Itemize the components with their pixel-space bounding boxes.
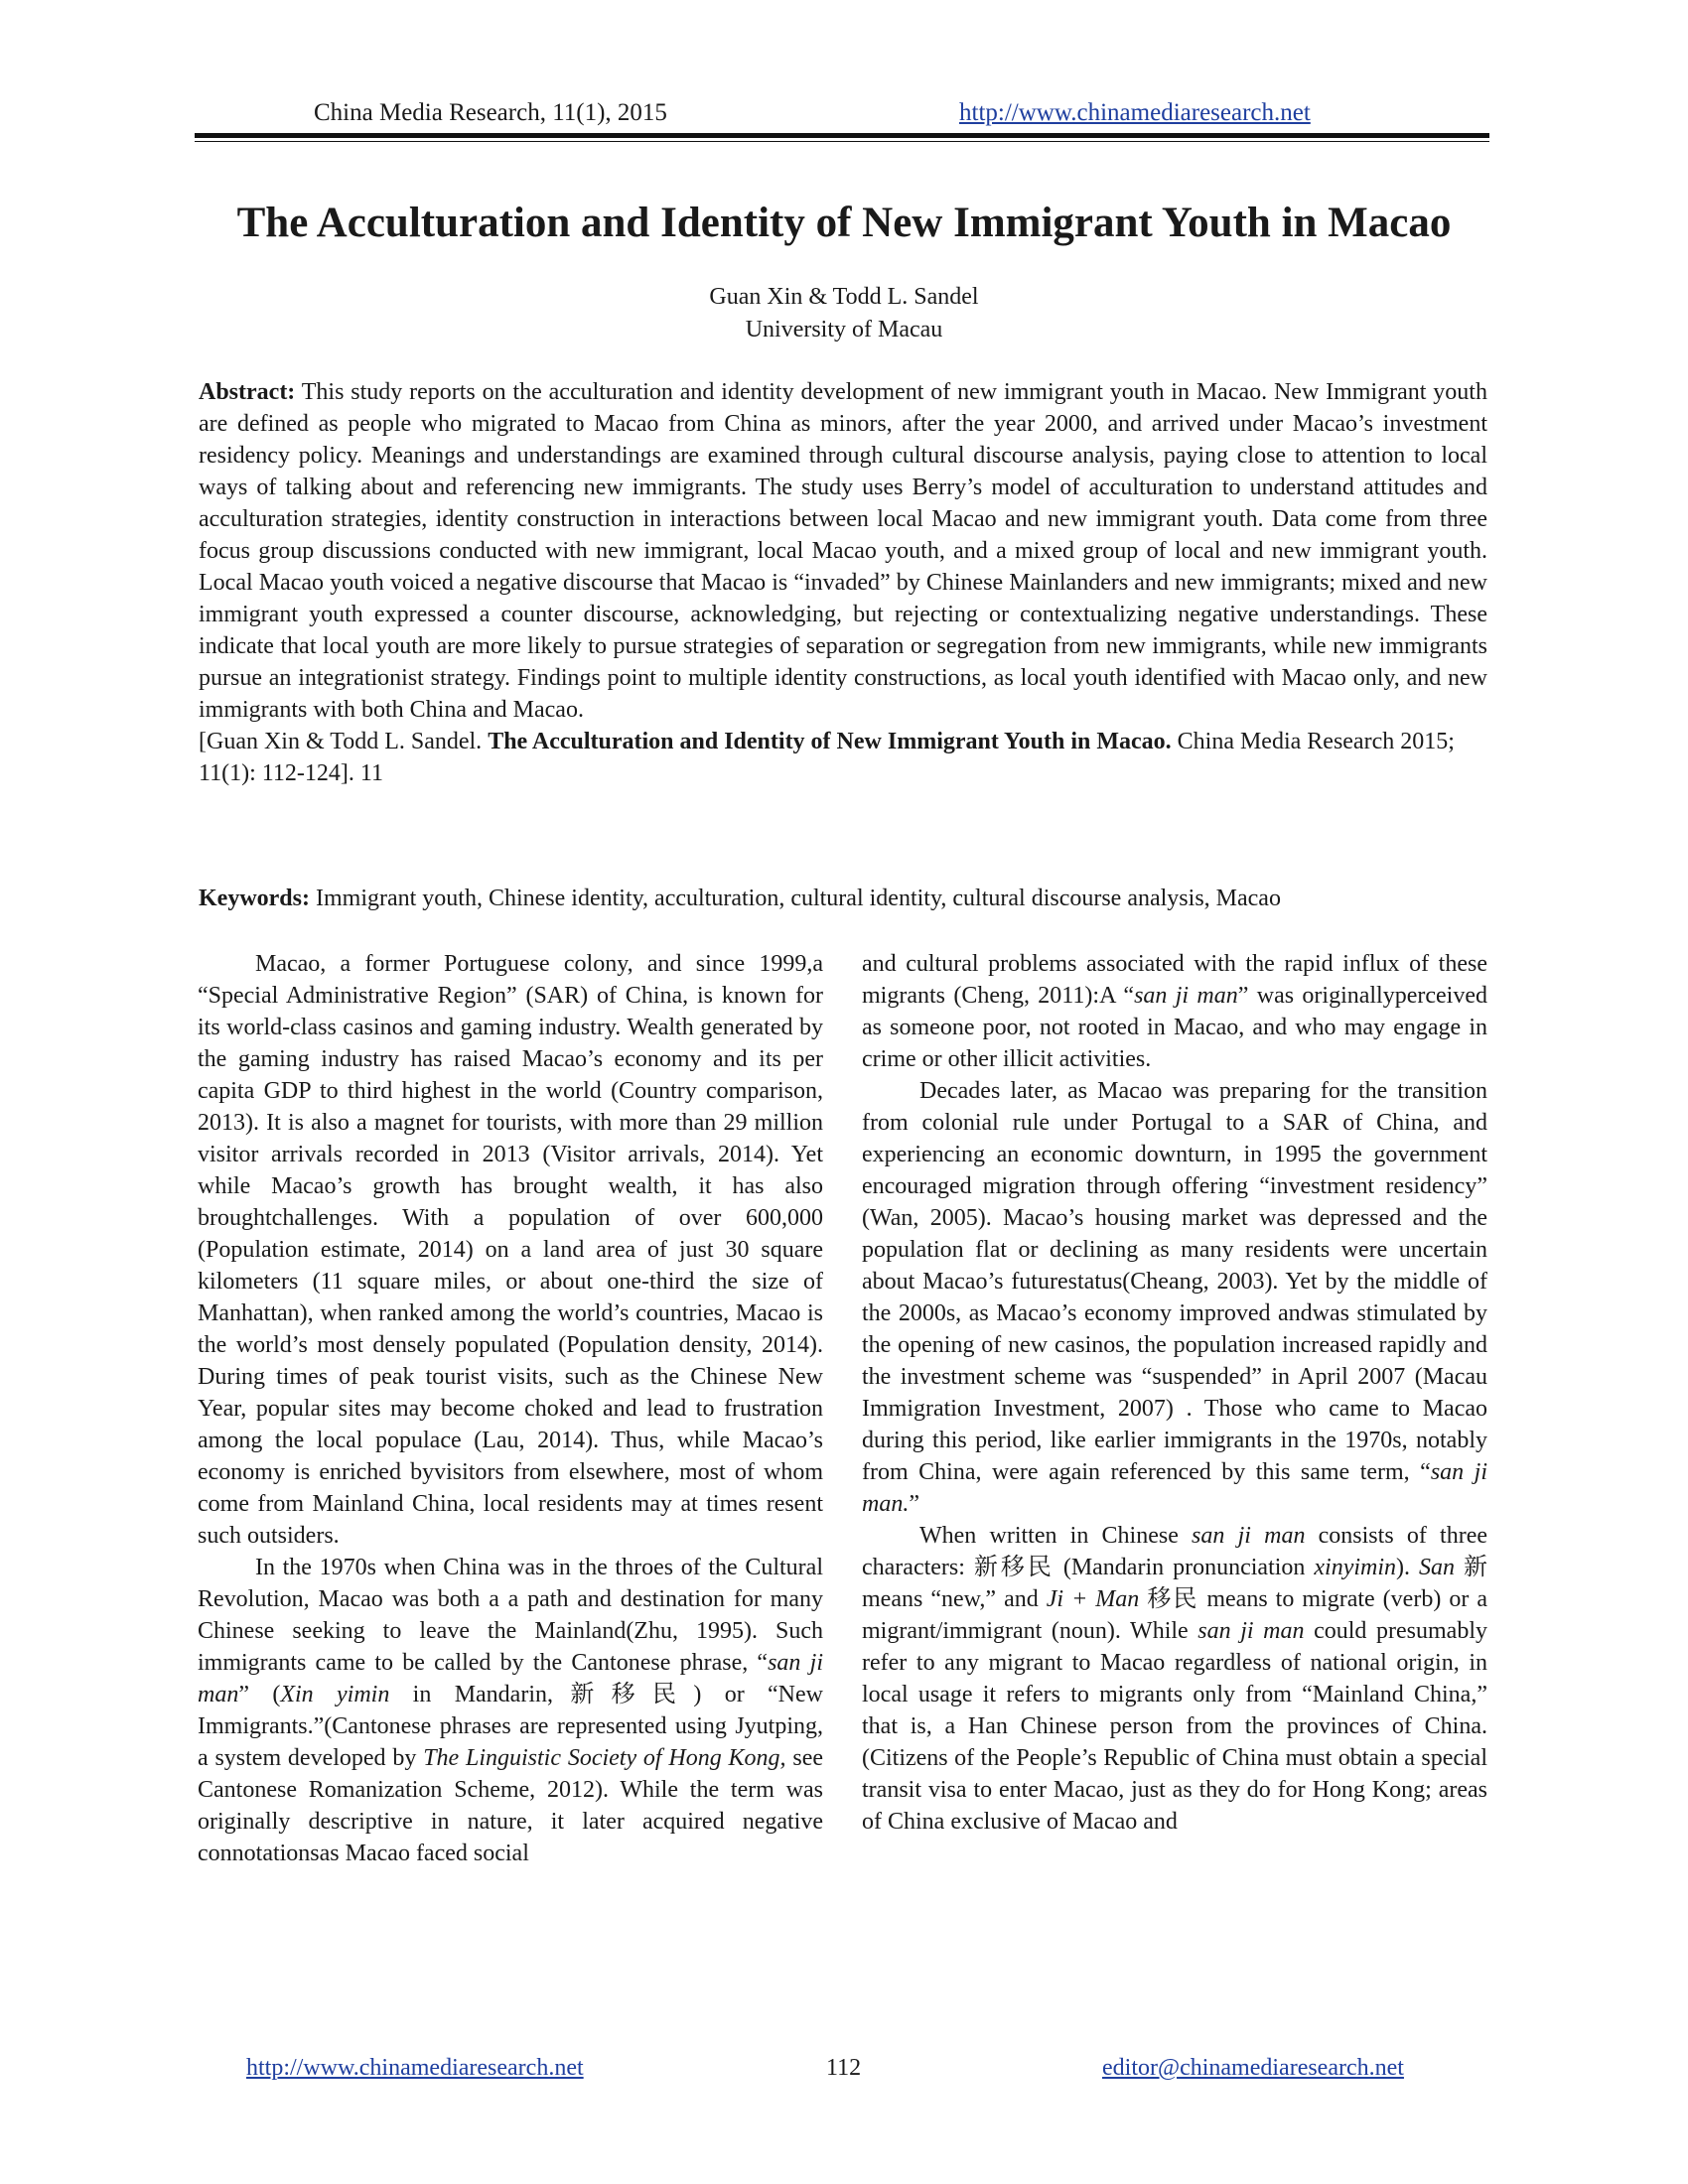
p3-term-san-ji-man: san ji man	[1134, 983, 1238, 1009]
citation-prefix: [Guan Xin & Todd L. Sandel.	[199, 729, 489, 754]
body-paragraph-3	[862, 948, 1487, 1075]
p2-text-e: in Mandarin,新移民) or “New Immigrants.”(Cantonese phrases are represented using Jyutping, a system developed by	[198, 1682, 823, 1771]
p5-text-g: 新 means “new,” and	[862, 1555, 1487, 1612]
author-affiliation: University of Macau	[745, 317, 943, 342]
p5-term-ji-man: Ji + Man	[1046, 1586, 1140, 1612]
p5-text-c: consists of three characters: 新移民 (Mandarin pronunciation	[862, 1523, 1487, 1580]
p2-text-c: ” (	[238, 1682, 281, 1707]
p5-text-e: ).	[1396, 1555, 1420, 1580]
footer-journal-link[interactable]: http://www.chinamediaresearch.net	[246, 2055, 584, 2081]
footer-email-link[interactable]: editor@chinamediaresearch.net	[1102, 2055, 1404, 2081]
p5-term-san-ji-man-2: san ji man	[1197, 1618, 1305, 1644]
journal-citation: China Media Research, 11(1), 2015	[314, 99, 667, 126]
p2-term-san-ji-man: san ji man	[198, 1650, 823, 1707]
p3-text-c: ” was originallyperceived as someone poor, not rooted in Macao, and who may engage in crime or other illicit activities.	[862, 983, 1487, 1072]
body-paragraph-4	[862, 1075, 1487, 1520]
body-paragraph-1: Macao, a former Portuguese colony, and since 1999,a “Special Administrative Region” (SAR) of China, is known for its world-class casinos and gaming industry. Wealth generated by the gaming industry has raised Macao’s economy and its per capita GDP to third highest in the world (Country comparison, 2013). It is also a magnet for tourists, with more than 29 million visitor arrivals recorded in 2013 (Visitor arrivals, 2014). Yet while Macao’s growth has brought wealth, it has also broughtchallenges. With a population of over 600,000 (Population estimate, 2014) on a land area of just 30 square kilometers (11 square miles, or about one-third the size of Manhattan), when ranked among the world’s countries, Macao is the world’s most densely populated (Population density, 2014). During times of peak tourist visits, such as the Chinese New Year, popular sites may become choked and lead to frustration among the local populace (Lau, 2014). Thus, while Macao’s economy is enriched byvisitors from elsewhere, most of whom come from Mainland China, local residents may at times resent such outsiders.	[198, 951, 823, 1549]
body-column-left	[198, 948, 823, 1869]
p4-text-c: ”	[909, 1491, 919, 1517]
author-block	[99, 281, 1589, 346]
abstract-text: This study reports on the acculturation and identity development of new immigrant youth in Macao. New Immigrant youth are defined as people who migrated to Macao from China as minors, after the year 2000, and arrived under Macao’s investment residency policy. Meanings and understandings are examined through cultural discourse analysis, paying close to attention to local ways of talking about and referencing new immigrants. The study uses Berry’s model of acculturation to understand attitudes and acculturation strategies, identity construction in interactions between local Macao and new immigrant youth. Data come from three focus group discussions conducted with new immigrant, local Macao youth, and a mixed group of local and new immigrant youth. Local Macao youth voiced a negative discourse that Macao is “invaded” by Chinese Mainlanders and new immigrants; mixed and new immigrant youth expressed a counter discourse, acknowledging, but rejecting or contextualizing negative understandings. These indicate that local youth are more likely to pursue strategies of separation or segregation from new immigrants, while new immigrants pursue an integrationist strategy. Findings point to multiple identity constructions, as local youth identified with Macao only, and new immigrants with both China and Macao.	[199, 379, 1487, 723]
keywords	[199, 883, 1487, 914]
p5-term-san-ji-man: san ji man	[1192, 1523, 1306, 1549]
p3-text-a: and cultural problems associated with the rapid influx of these migrants (Cheng, 2011):A “	[862, 951, 1487, 1009]
abstract	[199, 376, 1487, 789]
header-rule-thin	[195, 141, 1489, 142]
p2-text-a: In the 1970s when China was in the throes of the Cultural Revolution, Macao was both a a path and destination for many Chinese seeking to leave the Mainland(Zhu, 1995). Such immigrants came to be called by the Cantonese phrase, “	[198, 1555, 823, 1676]
body-column-right	[862, 948, 1487, 1838]
page-number: 112	[826, 2055, 862, 2081]
running-header	[195, 99, 1489, 133]
p5-term-san: San	[1419, 1555, 1456, 1580]
p4-text-a: Decades later, as Macao was preparing for the transition from colonial rule under Portugal to a SAR of China, and experiencing an economic downturn, in 1995 the government encouraged migration through offering “investment residency” (Wan, 2005). Macao’s housing market was depressed and the population flat or declining as many residents were uncertain about Macao’s futurestatus(Cheang, 2003). Yet by the middle of the 2000s, as Macao’s economy improved andwas stimulated by the opening of new casinos, the population increased rapidly and the investment scheme was “suspended” in April 2007 (Macau Immigration Investment, 2007) . Those who came to Macao during this period, like earlier immigrants in the 1970s, notably from China, were again referenced by this same term, “	[862, 1078, 1487, 1485]
header-rule-thick	[195, 133, 1489, 138]
p5-text-a: When written in Chinese	[919, 1523, 1193, 1549]
keywords-text: Immigrant youth, Chinese identity, acculturation, cultural identity, cultural discourse analysis, Macao	[315, 886, 1281, 911]
p2-org-name: The Linguistic Society of Hong Kong,	[423, 1745, 786, 1771]
body-paragraph-2	[198, 1552, 823, 1869]
header-journal-link[interactable]: http://www.chinamediaresearch.net	[959, 99, 1311, 126]
article-title: The Acculturation and Identity of New Immigrant Youth in Macao	[236, 200, 1452, 246]
p2-term-xin-yimin: Xin yimin	[280, 1682, 390, 1707]
abstract-body	[199, 376, 1487, 726]
keywords-label: Keywords:	[199, 886, 310, 911]
p5-text-k: could presumably refer to any migrant to Macao regardless of national origin, in local usage it refers to migrants only from “Mainland China,” that is, a Han Chinese person from the provinces of China. (Citizens of the People’s Republic of China must obtain a special transit visa to enter Macao, just as they do for Hong Kong; areas of China exclusive of Macao and	[862, 1618, 1488, 1835]
p5-term-xinyimin: xinyimin	[1314, 1555, 1397, 1580]
author-names: Guan Xin & Todd L. Sandel	[709, 284, 979, 310]
p2-text-g: see Cantonese Romanization Scheme, 2012). While the term was originally descriptive in nature, it later acquired negative connotationsas Macao faced social	[198, 1745, 823, 1866]
body-paragraph-5	[862, 1520, 1487, 1838]
citation-title: The Acculturation and Identity of New Immigrant Youth in Macao.	[488, 729, 1172, 754]
p5-text-i: 移民 means to migrate (verb) or a migrant/immigrant (noun). While	[862, 1586, 1487, 1644]
abstract-label: Abstract:	[199, 379, 296, 405]
p4-term-san-ji-man: san ji man.	[862, 1459, 1487, 1517]
citation-line	[199, 726, 1487, 789]
citation-suffix: China Media Research 2015; 11(1): 112-124]. 11	[199, 729, 1455, 786]
